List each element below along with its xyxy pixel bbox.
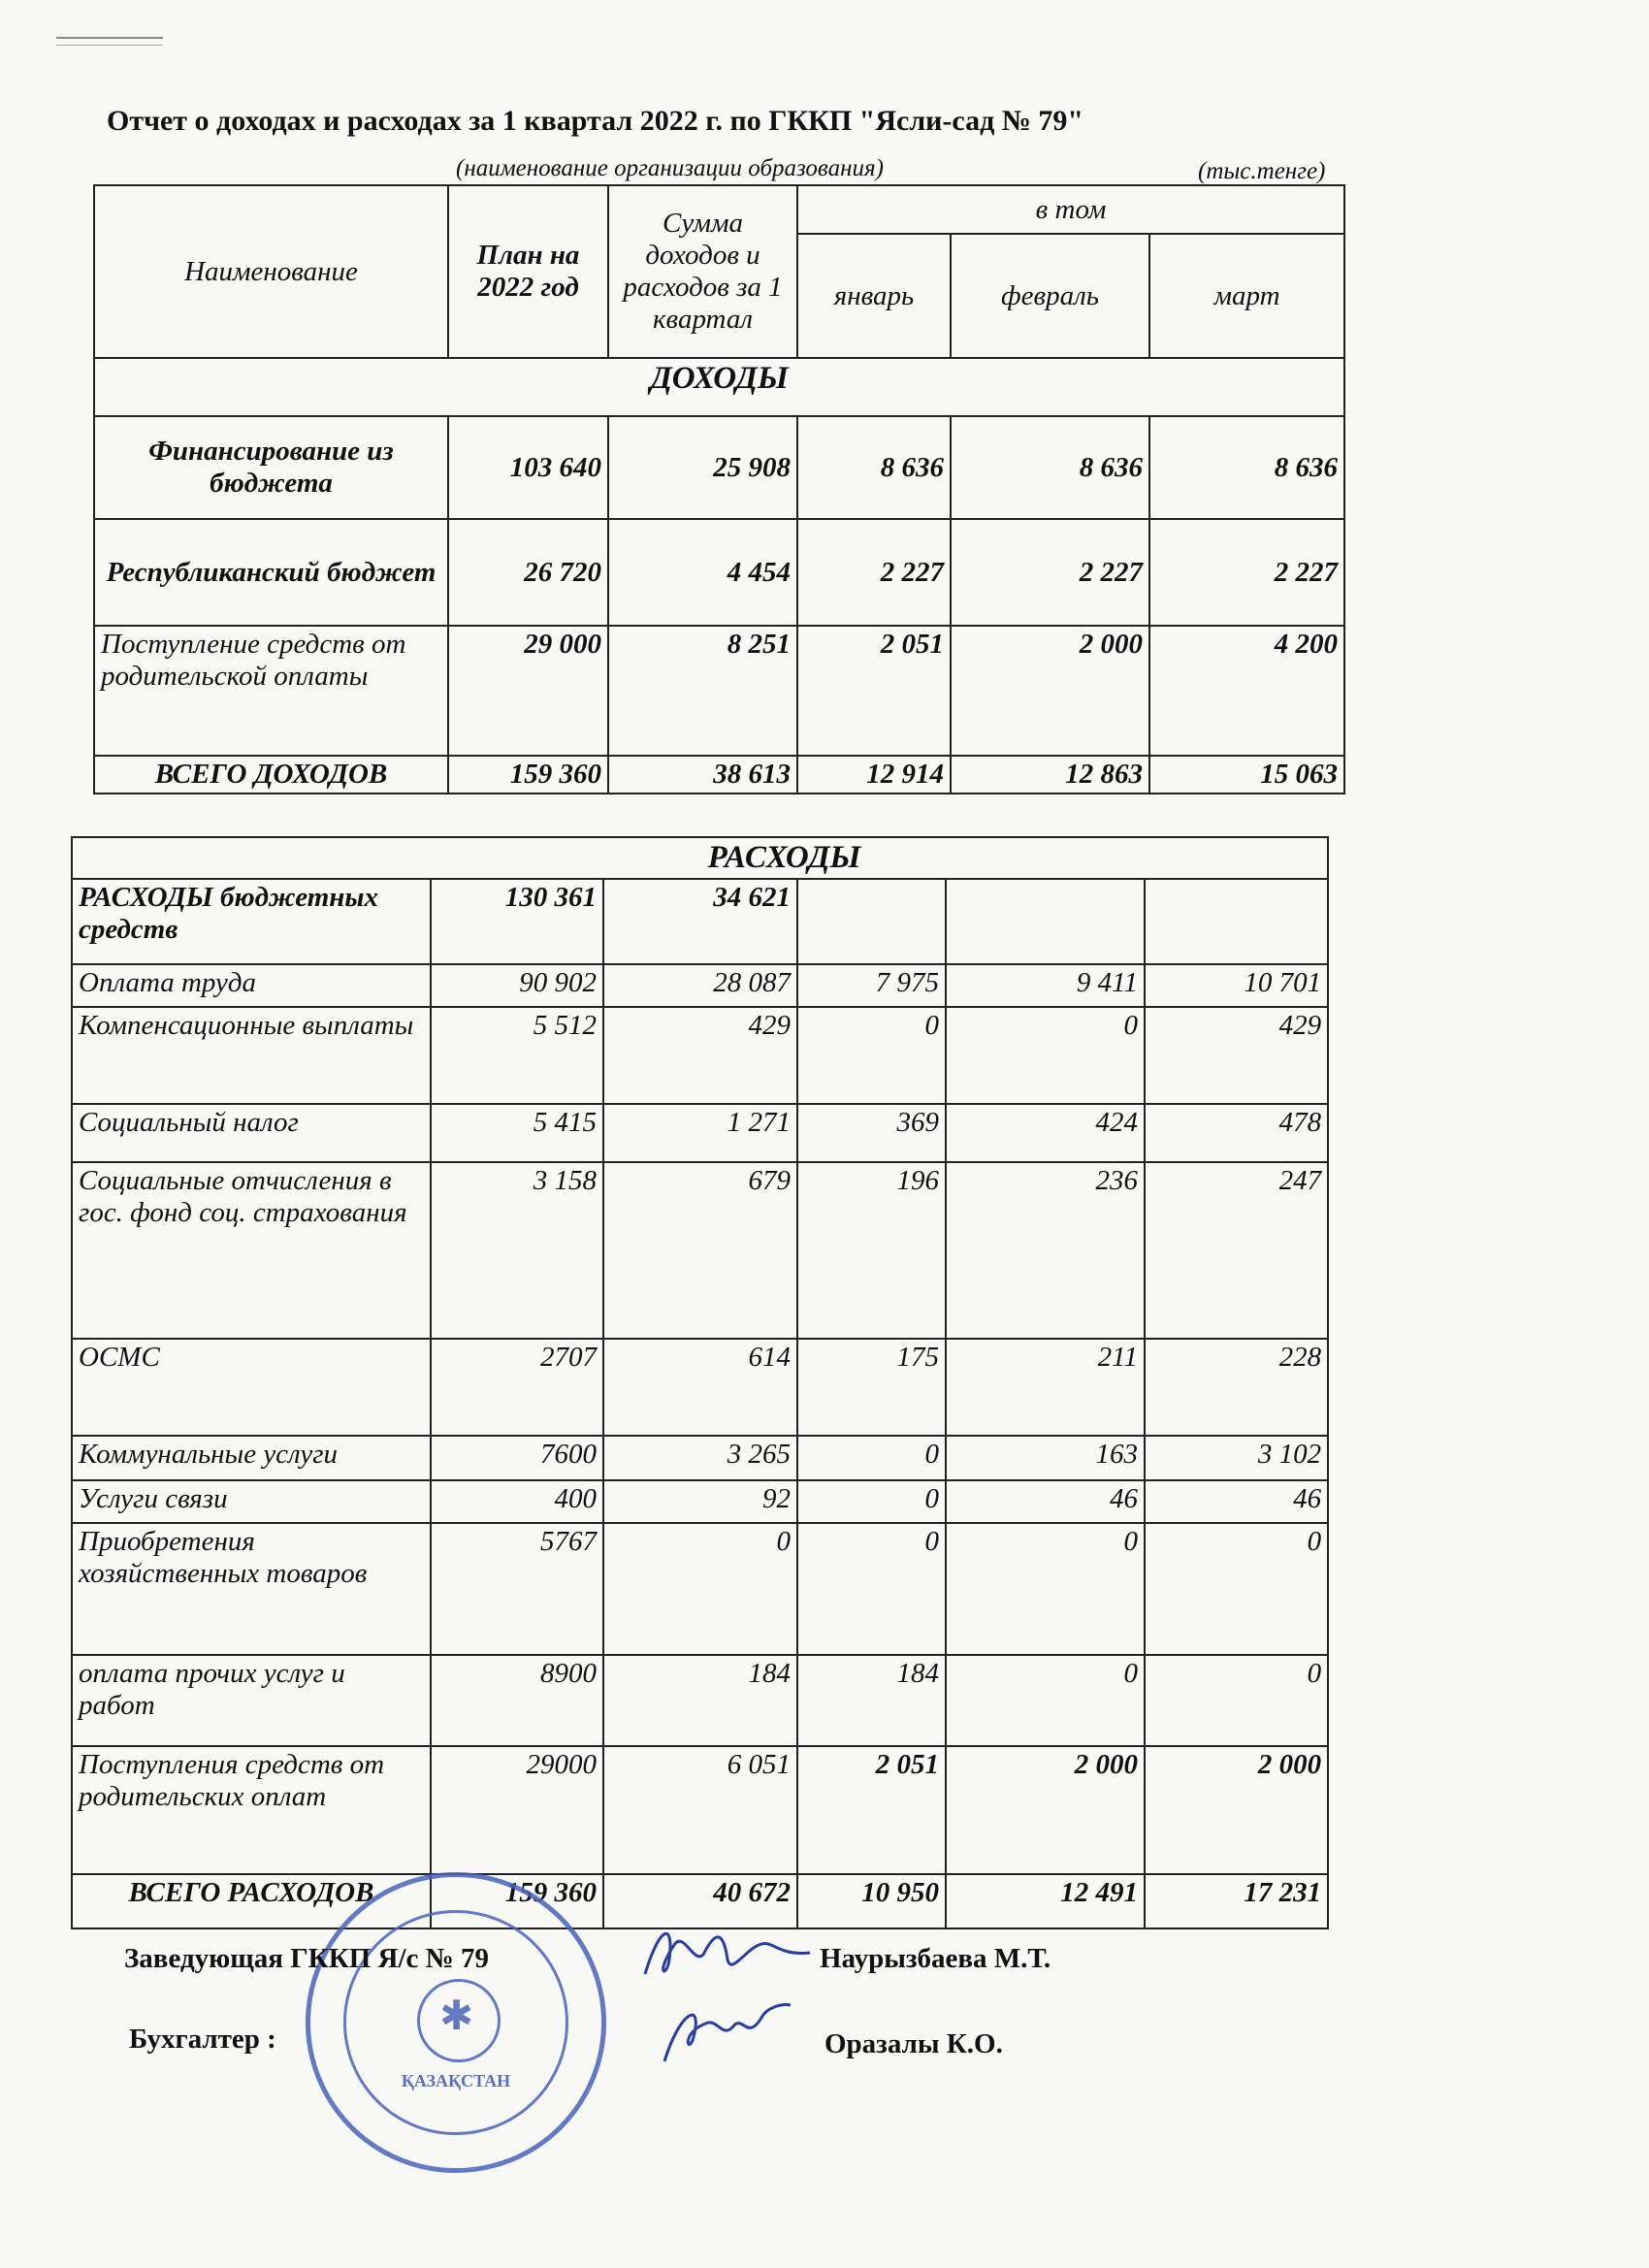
table-row: Финансирование из бюджета 103 640 25 908 8 636 8 636 8 636	[94, 416, 1344, 519]
income-section-title: ДОХОДЫ	[94, 358, 1344, 416]
income-total-row: ВСЕГО ДОХОДОВ 159 360 38 613 12 914 12 863 15 063	[94, 756, 1344, 794]
accountant-signature	[650, 1993, 795, 2071]
official-stamp	[306, 1872, 606, 2173]
head-title: Заведующая ГККП Я/с № 79	[124, 1943, 490, 1974]
accountant-name: Оразалы К.О.	[824, 2028, 1003, 2059]
table-row: Социальные отчисления в гос. фонд соц. страхования 3 158 679 196 236 247	[72, 1162, 1328, 1339]
state-emblem-icon	[417, 1979, 501, 2062]
table-row: РАСХОДЫ бюджетных средств 130 361 34 621	[72, 879, 1328, 964]
table-row: Поступления средств от родительских оплат 29000 6 051 2 051 2 000 2 000	[72, 1746, 1328, 1874]
expenses-section-title: РАСХОДЫ	[72, 837, 1328, 879]
report-title: Отчет о доходах и расходах за 1 квартал 2022 г. по ГККП "Ясли-сад № 79"	[107, 105, 1084, 137]
header-january: январь	[797, 234, 951, 358]
table-row: Приобретения хозяйственных товаров 5767 0 0 0 0	[72, 1523, 1328, 1655]
header-march: март	[1149, 234, 1344, 358]
expenses-total-row: ВСЕГО РАСХОДОВ 159 360 40 672 10 950 12 491 17 231	[72, 1874, 1328, 1928]
header-row	[94, 185, 1344, 234]
header-february: февраль	[951, 234, 1149, 358]
stamp-center-text: ҚАЗАҚСТАН	[401, 2071, 511, 2090]
table-row: Социальный налог 5 415 1 271 369 424 478	[72, 1104, 1328, 1162]
header-plan: План на 2022 год	[448, 185, 608, 358]
accountant-title: Бухгалтер :	[129, 2024, 276, 2055]
table-row: оплата прочих услуг и работ 8900 184 184 0 0	[72, 1655, 1328, 1746]
table-row: Поступление средств от родительской оплаты 29 000 8 251 2 051 2 000 4 200	[94, 626, 1344, 756]
table-row: Компенсационные выплаты 5 512 429 0 0 429	[72, 1007, 1328, 1104]
head-signature	[635, 1916, 820, 1989]
header-including: в том	[797, 185, 1344, 234]
header-name: Наименование	[94, 185, 448, 358]
table-row: ОСМС 2707 614 175 211 228	[72, 1339, 1328, 1436]
report-subtitle: (наименование организации образования)	[456, 155, 884, 181]
head-name: Наурызбаева М.Т.	[820, 1943, 1051, 1974]
units-label: (тыс.тенге)	[1198, 158, 1326, 184]
header-sum: Сумма доходов и расходов за 1 квартал	[608, 185, 797, 358]
staple-mark	[56, 37, 163, 46]
table-row: Услуги связи 400 92 0 46 46	[72, 1480, 1328, 1523]
income-table	[93, 184, 1345, 794]
table-row: Республиканский бюджет 26 720 4 454 2 227 2 227 2 227	[94, 519, 1344, 626]
expenses-table	[71, 836, 1329, 1929]
table-row: Коммунальные услуги 7600 3 265 0 163 3 102	[72, 1436, 1328, 1480]
table-row: Оплата труда 90 902 28 087 7 975 9 411 10 701	[72, 964, 1328, 1007]
